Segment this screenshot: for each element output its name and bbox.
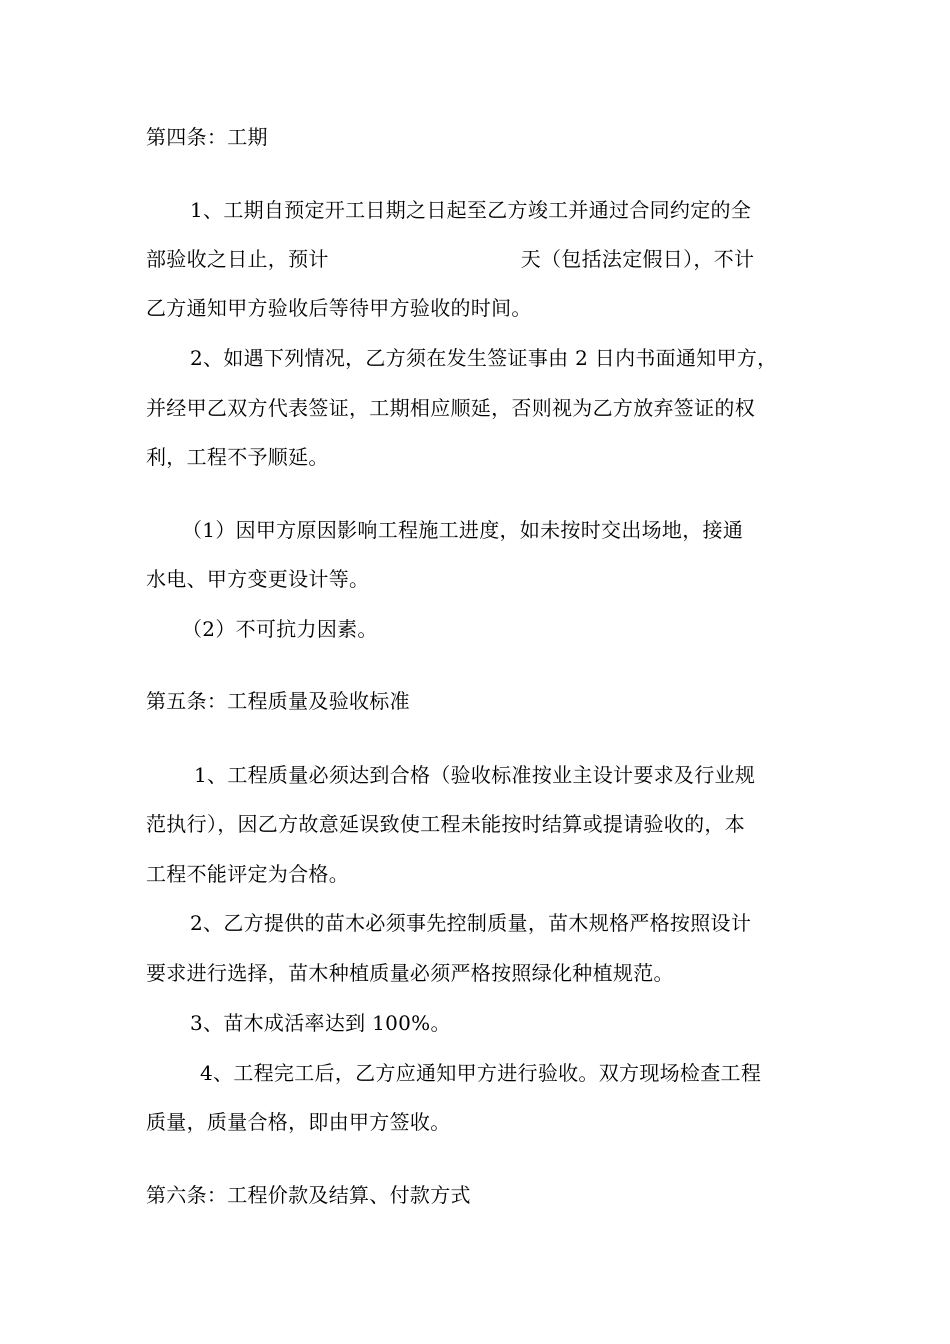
- article-4-item-2-line-1: 2、如遇下列情况，乙方须在发生签证事由 2 日内书面通知甲方，: [190, 346, 778, 370]
- article-5-item-1-line-2: 范执行），因乙方故意延误致使工程未能按时结算或提请验收的，本: [146, 812, 745, 836]
- article-4-item-1-line-2-after-blank: 天（包括法定假日），不计: [520, 247, 755, 271]
- article-5-item-2-line-2: 要求进行选择，苗木种植质量必须严格按照绿化种植规范。: [146, 961, 674, 985]
- article-4-sub-1-line-2: 水电、甲方变更设计等。: [146, 567, 370, 591]
- article-4-sub-2: （2）不可抗力因素。: [182, 617, 378, 641]
- article-5-item-4-line-2: 质量，质量合格，即由甲方签收。: [146, 1110, 451, 1134]
- article-5-item-1-line-1: 1、工程质量必须达到合格（验收标准按业主设计要求及行业规: [194, 763, 756, 787]
- article-5-item-3: 3、苗木成活率达到 100%。: [190, 1011, 451, 1035]
- article-5-heading: 第五条：工程质量及验收标准: [146, 689, 410, 713]
- article-4-sub-1-line-1: （1）因甲方原因影响工程施工进度，如未按时交出场地，接通: [182, 518, 744, 542]
- article-4-item-1-line-2: [146, 246, 754, 272]
- article-4-item-1-line-1: 1、工期自预定开工日期之日起至乙方竣工并通过合同约定的全: [190, 198, 752, 222]
- article-5-item-2-line-1: 2、乙方提供的苗木必须事先控制质量，苗木规格严格按照设计: [190, 911, 752, 935]
- article-4-item-2-line-3: 利，工程不予顺延。: [146, 445, 329, 469]
- article-4-heading: 第四条：工期: [146, 125, 268, 149]
- article-5-item-1-line-3: 工程不能评定为合格。: [146, 862, 349, 886]
- article-4-item-1-line-2-before-blank: 部验收之日止，预计: [146, 247, 329, 271]
- article-6-heading: 第六条：工程价款及结算、付款方式: [146, 1183, 471, 1207]
- article-4-item-2-line-2: 并经甲乙双方代表签证，工期相应顺延，否则视为乙方放弃签证的权: [146, 396, 755, 420]
- article-4-item-1-line-3: 乙方通知甲方验收后等待甲方验收的时间。: [146, 296, 532, 320]
- article-5-item-4-line-1: 4、工程完工后，乙方应通知甲方进行验收。双方现场检查工程: [200, 1061, 762, 1085]
